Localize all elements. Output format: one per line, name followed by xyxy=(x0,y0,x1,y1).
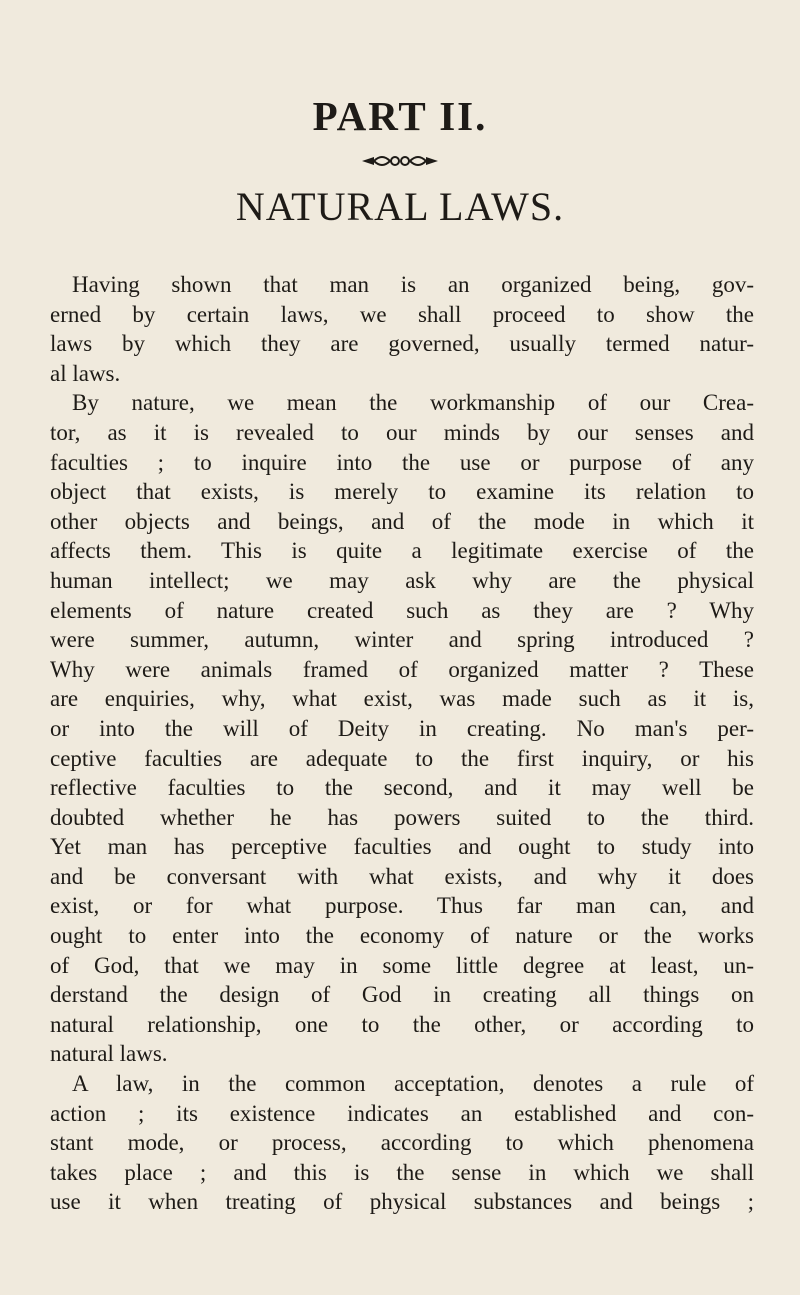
text-line: faculties ; to inquire into the use or purpose of any xyxy=(50,449,754,475)
paragraph-2 xyxy=(50,388,754,1069)
text-line: stant mode, or process, according to which phenomena xyxy=(50,1130,754,1156)
text-line: object that exists, is merely to examine its relation to xyxy=(50,479,754,505)
text-line: action ; its existence indicates an established and con- xyxy=(50,1100,754,1126)
text-line: laws by which they are governed, usually termed natur- xyxy=(50,331,754,357)
text-line: takes place ; and this is the sense in which we shall xyxy=(50,1159,754,1185)
text-line: ought to enter into the economy of nature or the works xyxy=(50,923,754,949)
text-line: natural laws. xyxy=(50,1041,168,1067)
text-line: affects them. This is quite a legitimate exercise of the xyxy=(50,538,754,564)
text-line: elements of nature created such as they are ? Why xyxy=(50,597,754,623)
text-line: ceptive faculties are adequate to the first inquiry, or his xyxy=(50,745,754,771)
text-line: By nature, we mean the workmanship of our Crea- xyxy=(72,390,754,416)
ornament-divider-icon xyxy=(360,150,440,172)
text-line: were summer, autumn, winter and spring introduced ? xyxy=(50,627,754,653)
part-heading: PART II. xyxy=(312,93,488,139)
text-line: Yet man has perceptive faculties and ought to study into xyxy=(50,834,754,860)
text-line: other objects and beings, and of the mode in which it xyxy=(50,508,754,534)
text-line: derstand the design of God in creating all things on xyxy=(50,982,754,1008)
paragraph-1 xyxy=(50,270,754,388)
text-line: human intellect; we may ask why are the physical xyxy=(50,567,754,593)
text-line: natural relationship, one to the other, or according to xyxy=(50,1011,754,1037)
text-line: are enquiries, why, what exist, was made such as it is, xyxy=(50,686,754,712)
text-line: reflective faculties to the second, and it may well be xyxy=(50,775,754,801)
text-line: or into the will of Deity in creating. No man's per- xyxy=(50,715,754,741)
text-line: exist, or for what purpose. Thus far man can, and xyxy=(50,893,754,919)
text-line: tor, as it is revealed to our minds by our senses and xyxy=(50,419,754,445)
chapter-title: NATURAL LAWS. xyxy=(235,184,565,229)
text-line: use it when treating of physical substances and beings ; xyxy=(50,1189,754,1215)
text-line: erned by certain laws, we shall proceed to show the xyxy=(50,301,754,327)
text-line: Having shown that man is an organized being, gov- xyxy=(72,272,754,297)
text-line: A law, in the common acceptation, denotes a rule of xyxy=(72,1071,754,1097)
text-line: and be conversant with what exists, and why it does xyxy=(50,863,754,889)
text-line: of God, that we may in some little degree at least, un- xyxy=(50,952,754,978)
text-line: Why were animals framed of organized matter ? These xyxy=(50,656,754,682)
text-line: doubted whether he has powers suited to the third. xyxy=(50,804,754,830)
body-text xyxy=(50,270,754,1217)
paragraph-3 xyxy=(50,1069,754,1217)
text-line: al laws. xyxy=(50,360,121,386)
